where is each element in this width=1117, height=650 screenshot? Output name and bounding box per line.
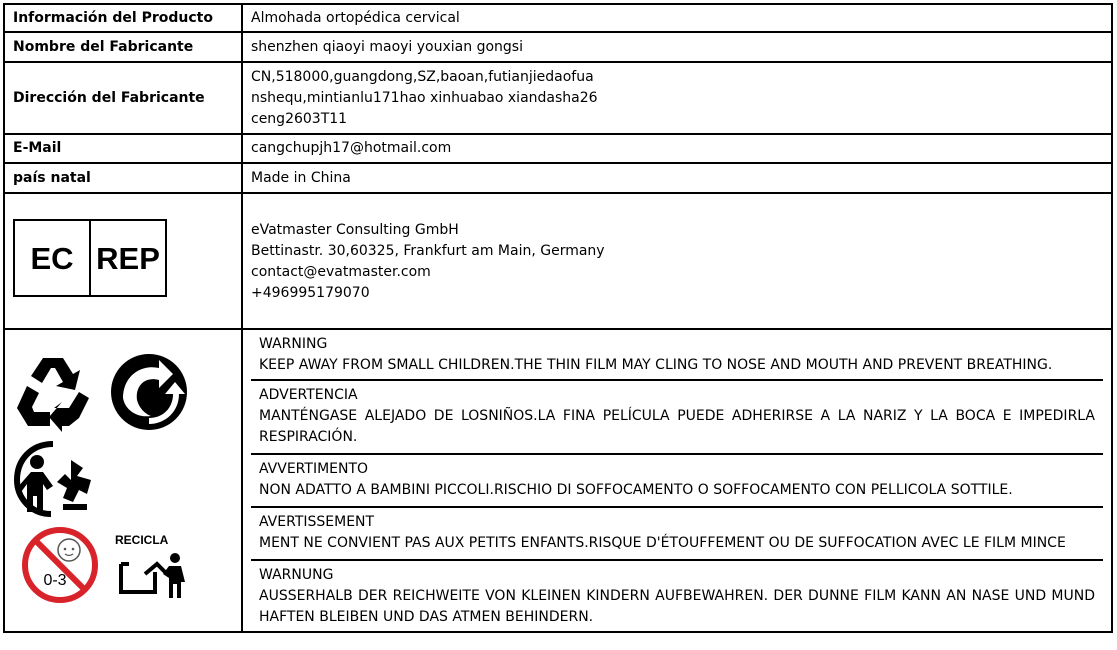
warning-en — [251, 330, 1103, 379]
label-country: país natal — [4, 163, 242, 193]
warning-text: MANTÉNGASE ALEJADO DE LOSNIÑOS.LA FINA PELÍCULA PUEDE ADHERIRSE A LA NARIZ Y LA BOCA E IMPEDIRLA RESPIRACIÓN. — [259, 408, 1095, 445]
address-line: nshequ,mintianlu171hao xinhuabao xiandasha26 — [251, 89, 598, 106]
warning-title: ADVERTENCIA — [259, 387, 358, 403]
value-email: cangchupjh17@hotmail.com — [242, 134, 1112, 163]
row-manufacturer — [4, 32, 1112, 62]
label-product: Información del Producto — [4, 4, 242, 32]
recicla-icon — [115, 552, 189, 600]
product-info-table — [3, 3, 1113, 633]
label-email: E-Mail — [4, 134, 242, 163]
recycle-icon — [13, 352, 93, 432]
warning-title: WARNUNG — [259, 567, 334, 583]
warning-de — [251, 559, 1103, 631]
tidyman-icon — [13, 440, 95, 518]
value-country: Made in China — [242, 163, 1112, 193]
ec-rep-symbol — [13, 219, 167, 297]
value-manufacturer: shenzhen qiaoyi maoyi youxian gongsi — [242, 32, 1112, 62]
warning-it — [251, 453, 1103, 506]
warning-text: MENT NE CONVIENT PAS AUX PETITS ENFANTS.RISQUE D'ÉTOUFFEMENT OU DE SUFFOCATION AVEC LE FILM MINCE — [259, 535, 1066, 551]
warnings-cell — [242, 329, 1112, 632]
value-address — [242, 62, 1112, 134]
warning-title: AVVERTIMENTO — [259, 461, 369, 477]
age-warning-icon — [21, 526, 99, 604]
warning-text: NON ADATTO A BAMBINI PICCOLI.RISCHIO DI SOFFOCAMENTO O SOFFOCAMENTO CON PELLICOLA SOTTILE. — [259, 482, 1013, 498]
age-warning-label: 0-3 — [43, 572, 67, 589]
ec-rep-symbol-cell — [4, 193, 242, 329]
warning-fr — [251, 506, 1103, 559]
label-manufacturer: Nombre del Fabricante — [4, 32, 242, 62]
ec-rep-address — [242, 193, 1112, 329]
ec-rep-line: contact@evatmaster.com — [251, 264, 431, 280]
row-email — [4, 134, 1112, 163]
address-line: ceng2603T11 — [251, 110, 348, 127]
label-address: Dirección del Fabricante — [4, 62, 242, 134]
value-product: Almohada ortopédica cervical — [242, 4, 1112, 32]
row-ec-rep — [4, 193, 1112, 329]
ec-rep-line: +496995179070 — [251, 285, 370, 301]
warning-text: KEEP AWAY FROM SMALL CHILDREN.THE THIN FILM MAY CLING TO NOSE AND MOUTH AND PREVENT BREATHING. — [259, 357, 1053, 373]
ec-rep-line: eVatmaster Consulting GmbH — [251, 222, 459, 238]
ec-rep-right: REP — [96, 240, 160, 276]
recicla-label: RECICLA — [115, 533, 169, 547]
row-warnings — [4, 329, 1112, 632]
row-product — [4, 4, 1112, 32]
warning-es — [251, 379, 1103, 453]
green-dot-icon — [109, 352, 189, 432]
address-line: CN,518000,guangdong,SZ,baoan,futianjiedaofua — [251, 68, 594, 85]
ec-rep-line: Bettinastr. 30,60325, Frankfurt am Main, Germany — [251, 243, 605, 259]
warning-title: AVERTISSEMENT — [259, 514, 375, 530]
warning-title: WARNING — [259, 336, 328, 352]
warning-text: AUSSERHALB DER REICHWEITE VON KLEINEN KINDERN AUFBEWAHREN. DER DUNNE FILM KANN AN NASE UND MUND HAFTEN BLEIBEN UND DAS ATMEN BEHINDERN. — [259, 588, 1095, 625]
row-country — [4, 163, 1112, 193]
row-address — [4, 62, 1112, 134]
symbols-cell — [4, 329, 242, 632]
ec-rep-left: EC — [15, 221, 91, 295]
